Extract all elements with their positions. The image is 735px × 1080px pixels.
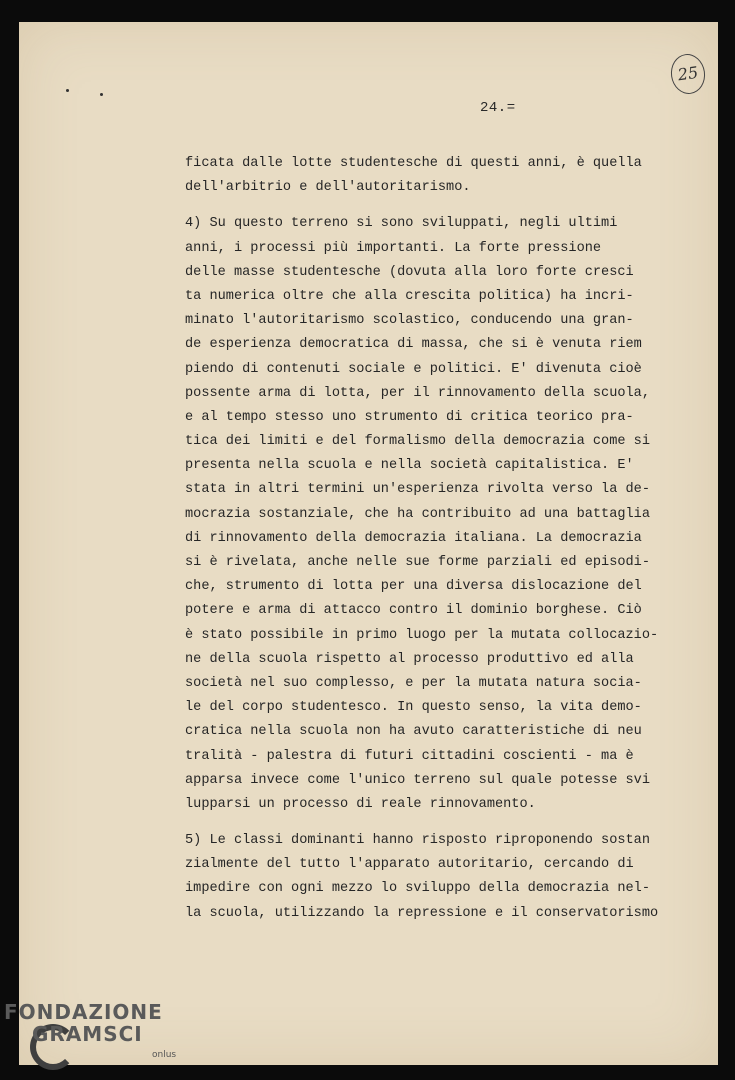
text-line: ficata dalle lotte studentesche di questi anni, è quella [185, 156, 642, 171]
text-line: tralità - palestra di futuri cittadini coscienti - ma è [185, 748, 634, 764]
watermark-sub: onlus [152, 1050, 177, 1060]
paragraph-gap [185, 817, 655, 829]
fondazione-gramsci-watermark [4, 1000, 194, 1080]
paragraph-gap [185, 200, 655, 212]
text-line: delle masse studentesche (dovuta alla loro forte cresci [185, 264, 634, 280]
text-line: di rinnovamento della democrazia italiana. La democrazia [185, 530, 642, 546]
text-line: anni, i processi più importanti. La forte pressione [185, 240, 602, 256]
page-number: 24.= [480, 100, 516, 116]
text-line: 5) Le classi dominanti hanno risposto riproponendo sostan [185, 833, 650, 849]
text-line: la scuola, utilizzando la repressione e il conservatorismo [185, 905, 659, 921]
archive-number-stamp: 25 [668, 52, 707, 96]
text-line: e al tempo stesso uno strumento di critica teorico pra- [185, 409, 634, 425]
watermark-line2: GRAMSCI [32, 1022, 143, 1046]
text-line: le del corpo studentesco. In questo senso, la vita demo- [185, 700, 642, 716]
text-line: presenta nella scuola e nella società capitalistica. E' [185, 458, 634, 474]
margin-dot [100, 93, 103, 96]
text-line: de esperienza democratica di massa, che si è venuta riem [185, 337, 642, 353]
text-line: che, strumento di lotta per una diversa dislocazione del [185, 579, 642, 595]
text-line: minato l'autoritarismo scolastico, conducendo una gran- [185, 313, 634, 329]
text-line: tica dei limiti e del formalismo della democrazia come si [185, 434, 650, 450]
text-line: stata in altri termini un'esperienza rivolta verso la de- [185, 482, 650, 498]
text-line: potere e arma di attacco contro il dominio borghese. Ciò [185, 603, 642, 619]
text-line: 4) Su questo terreno si sono sviluppati, negli ultimi [185, 216, 618, 232]
text-line: dell'arbitrio e dell'autoritarismo. [185, 180, 471, 196]
document-body [185, 152, 659, 926]
text-line: zialmente del tutto l'apparato autoritario, cercando di [185, 857, 634, 873]
text-line: impedire con ogni mezzo lo sviluppo della democrazia nel- [185, 881, 650, 897]
text-line: è stato possibile in primo luogo per la mutata collocazio- [185, 627, 659, 643]
margin-dot [66, 89, 69, 92]
text-line: piendo di contenuti sociale e politici. E' divenuta cioè [185, 361, 642, 377]
text-line: ne della scuola rispetto al processo produttivo ed alla [185, 651, 634, 667]
text-line: mocrazia sostanziale, che ha contribuito ad una battaglia [185, 506, 650, 522]
text-line: società nel suo complesso, e per la mutata natura socia- [185, 675, 642, 691]
text-line: cratica nella scuola non ha avuto caratteristiche di neu [185, 724, 642, 740]
text-line: possente arma di lotta, per il rinnovamento della scuola, [185, 385, 650, 401]
text-line: ta numerica oltre che alla crescita politica) ha incri- [185, 288, 634, 304]
text-line: lupparsi un processo di reale rinnovamento. [185, 796, 536, 812]
watermark-line1: FONDAZIONE [4, 1000, 163, 1024]
text-line: si è rivelata, anche nelle sue forme parziali ed episodi- [185, 555, 650, 570]
text-line: apparsa invece come l'unico terreno sul quale potesse svi [185, 772, 650, 788]
